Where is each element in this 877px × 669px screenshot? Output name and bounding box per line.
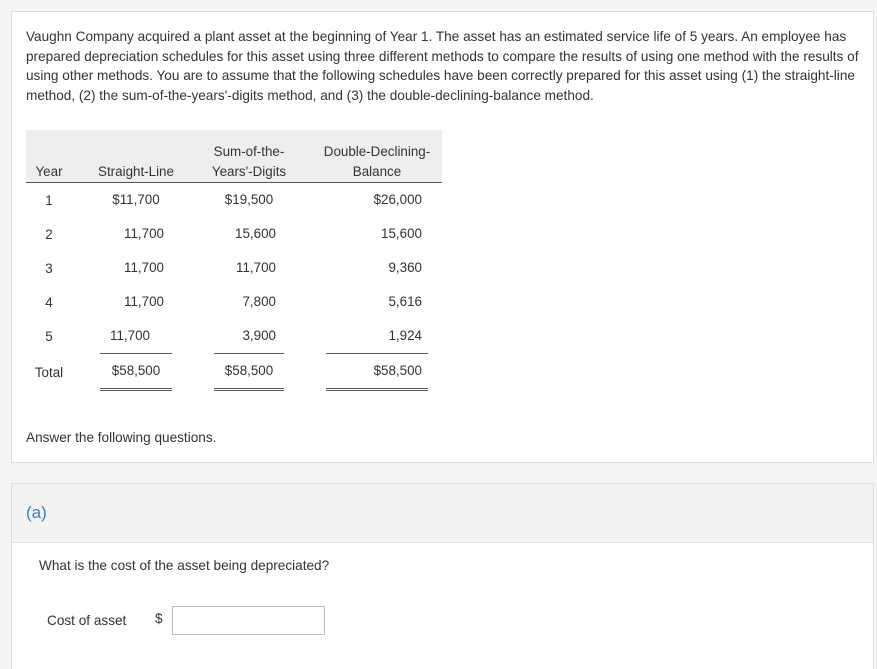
part-label: (a) [26,503,47,522]
syd-value: 7,800 [242,294,276,309]
syd-value: 11,700 [236,260,276,275]
syd-value: 15,600 [235,226,276,241]
sl-value: 11,700 [124,294,164,309]
table-header-row [26,130,442,183]
sl-value: 11,700 [124,226,164,241]
table-row [26,183,442,218]
currency-symbol: $ [155,611,163,626]
table-total-row [26,354,442,391]
ddb-value: 15,600 [381,226,422,241]
total-label: Total [34,365,64,380]
problem-card [11,11,874,463]
ddb-value: 1,924 [326,319,428,354]
ddb-value: 5,616 [388,294,422,309]
year-cell: 2 [45,226,53,242]
header-ddb-line1: Double-Declining- [323,144,431,159]
syd-value: $19,500 [224,192,274,207]
part-a-section [11,483,874,669]
ddb-value: 9,360 [388,260,422,275]
year-cell: 3 [45,260,53,276]
header-syd-line2: Years'-Digits [211,164,287,179]
header-year: Year [26,130,72,183]
header-syd-line1: Sum-of-the- [213,144,285,159]
ddb-total: $58,500 [326,354,428,391]
year-cell: 5 [45,329,53,344]
header-ddb-line2: Balance [352,164,402,179]
part-a-header [12,484,873,543]
syd-total: $58,500 [214,354,284,391]
cost-of-asset-input[interactable] [172,606,325,635]
table-row [26,285,442,319]
table-row [26,217,442,251]
answer-prompt: Answer the following questions. [26,430,217,445]
depreciation-schedule-table [26,130,442,391]
part-a-question: What is the cost of the asset being depreciated? [39,558,330,573]
table-row [26,319,442,354]
header-sum-of-years-digits [200,130,298,183]
year-cell: 1 [45,192,53,208]
problem-statement: Vaughn Company acquired a plant asset at the beginning of Year 1. The asset has an estimated service life of 5 years. An employee has prepared depreciation schedules for this asset using three different methods to compare the results of using one method with the results of using other methods. You are to assume that the following schedules have been correctly prepared for this asset using (1) the straight-line method, (2) the sum-of-the-years'-digits method, and (3) the double-declining-balance method. [26,29,859,103]
header-double-declining-balance [312,130,442,183]
sl-value: 11,700 [124,260,164,275]
sl-value: 11,700 [100,319,172,354]
table-row [26,251,442,285]
cost-of-asset-label: Cost of asset [47,613,127,628]
sl-value: $11,700 [112,192,160,207]
ddb-value: $26,000 [373,192,422,207]
syd-value: 3,900 [214,319,284,354]
header-straight-line: Straight-Line [86,130,186,183]
year-cell: 4 [45,294,53,310]
sl-total: $58,500 [100,354,172,391]
